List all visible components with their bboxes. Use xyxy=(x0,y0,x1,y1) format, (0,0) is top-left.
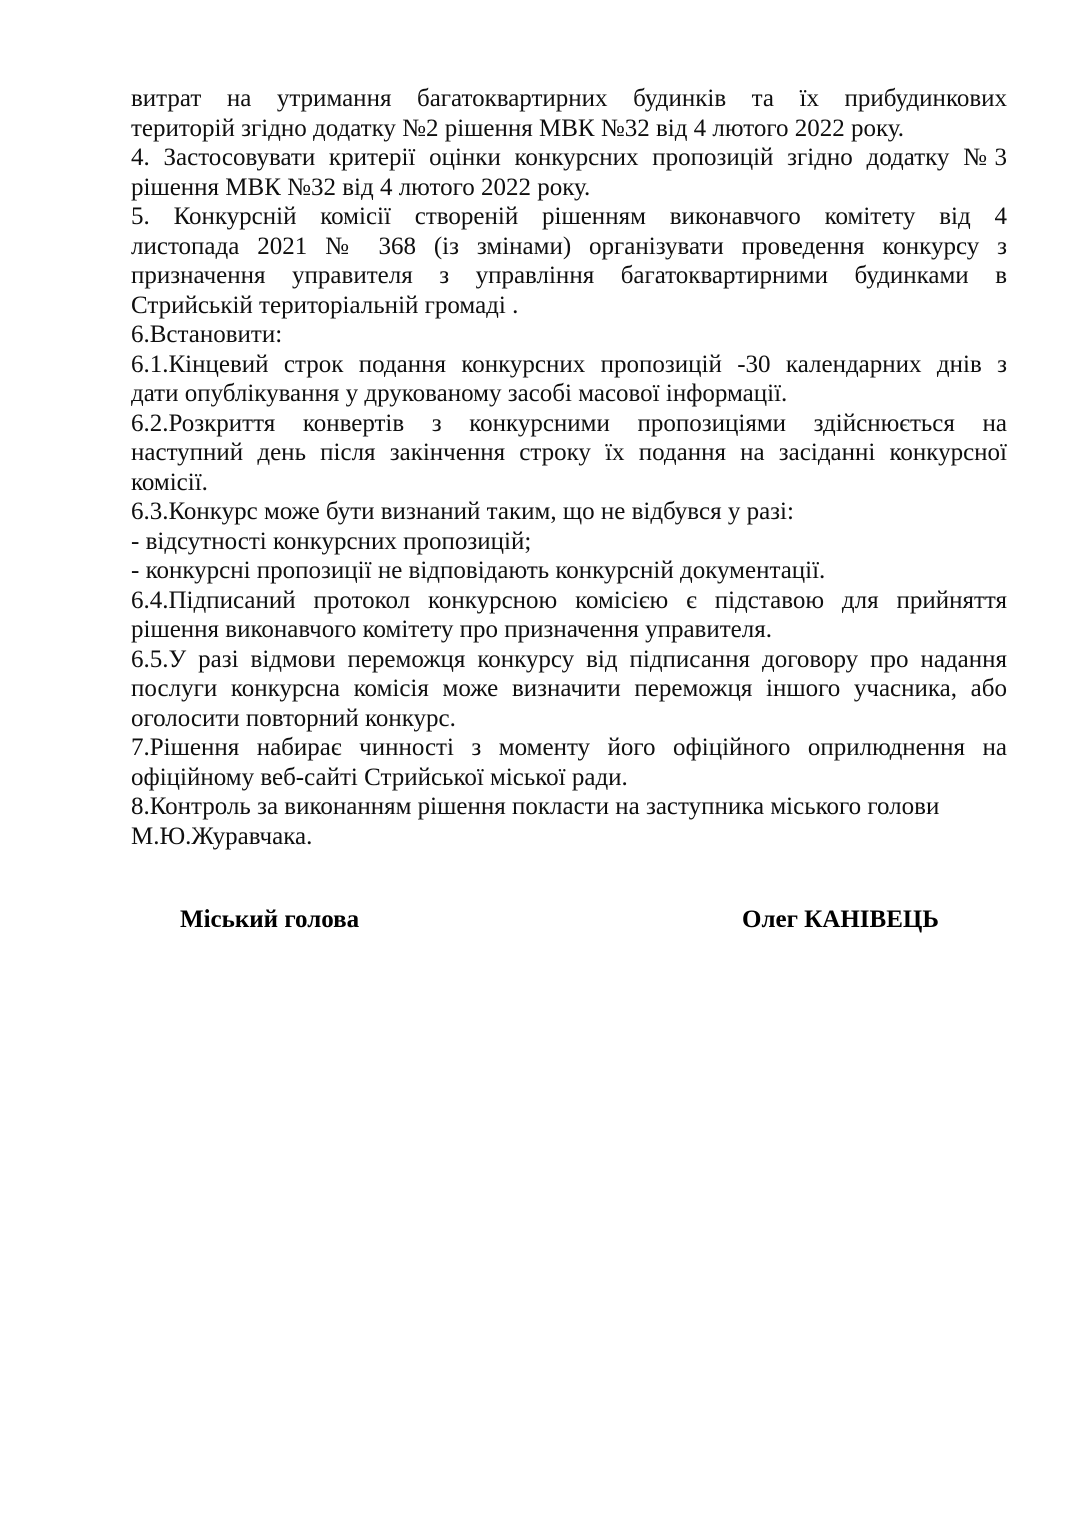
paragraph-item-4 xyxy=(131,143,1007,202)
paragraph-bullet-2 xyxy=(131,556,1007,586)
doc-line: - відсутності конкурсних пропозицій; xyxy=(131,527,532,555)
doc-line: призначення управителя з управління багатоквартирними будинками в xyxy=(131,262,1007,289)
paragraph-item-5 xyxy=(131,202,1007,320)
signature-block xyxy=(0,906,1087,938)
paragraph-continuation xyxy=(131,84,1007,143)
paragraph-item-6-4 xyxy=(131,586,1007,645)
paragraph-item-6-1 xyxy=(131,350,1007,409)
doc-line: рішення виконавчого комітету про призначення управителя. xyxy=(131,616,772,643)
doc-line: 6.3.Конкурс може бути визнаний таким, що не відбувся у разі: xyxy=(131,498,794,525)
doc-line: 6.1.Кінцевий строк подання конкурсних пропозицій -30 календарних днів з xyxy=(131,350,1007,378)
signature-name: Олег КАНІВЕЦЬ xyxy=(742,906,939,933)
document-body xyxy=(131,84,1007,851)
doc-line: 6.Встановити: xyxy=(131,321,283,348)
doc-line: послуги конкурсна комісія може визначити переможця іншого учасника, або xyxy=(131,675,1007,702)
doc-line: 6.4.Підписаний протокол конкурсною комісією є підставою для прийняття xyxy=(131,586,1007,614)
paragraph-item-7 xyxy=(131,733,1007,792)
doc-line: дати опублікування у друкованому засобі масової інформації. xyxy=(131,380,788,407)
paragraph-item-6 xyxy=(131,320,1007,350)
doc-line: 8.Контроль за виконанням рішення покласти на заступника міського голови xyxy=(131,793,940,820)
doc-line: рішення МВК №32 від 4 лютого 2022 року. xyxy=(131,173,591,201)
doc-line: комісії. xyxy=(131,468,208,496)
doc-line: М.Ю.Журавчака. xyxy=(131,822,313,850)
paragraph-item-8 xyxy=(131,792,1007,851)
doc-line: витрат на утримання багатоквартирних будинків та їх прибудинкових xyxy=(131,85,1007,112)
paragraph-item-6-2 xyxy=(131,409,1007,498)
doc-line: оголосити повторний конкурс. xyxy=(131,704,456,732)
doc-line: - конкурсні пропозиції не відповідають конкурсній документації. xyxy=(131,557,826,584)
paragraph-item-6-3 xyxy=(131,497,1007,527)
doc-line: 7.Рішення набирає чинності з моменту його офіційного оприлюднення на xyxy=(131,734,1007,761)
doc-line: 6.2.Розкриття конвертів з конкурсними пропозиціями здійснюється на xyxy=(131,409,1007,437)
signature-title: Міський голова xyxy=(180,906,360,933)
doc-line: листопада 2021 № 368 (із змінами) організувати проведення конкурсу з xyxy=(131,232,1007,260)
doc-line: наступний день після закінчення строку їх подання на засіданні конкурсної xyxy=(131,439,1007,466)
doc-line: 4. Застосовувати критерії оцінки конкурсних пропозицій згідно додатку №3 xyxy=(131,144,1007,171)
doc-line: Стрийській територіальній громаді . xyxy=(131,291,519,319)
doc-line: офіційному веб-сайті Стрийської міської ради. xyxy=(131,763,628,791)
doc-line: 5. Конкурсній комісії створеній рішенням виконавчого комітету від 4 xyxy=(131,203,1007,230)
doc-line: 6.5.У разі відмови переможця конкурсу від підписання договору про надання xyxy=(131,645,1007,673)
doc-line: територій згідно додатку №2 рішення МВК №32 від 4 лютого 2022 року. xyxy=(131,114,905,142)
paragraph-item-6-5 xyxy=(131,645,1007,734)
paragraph-bullet-1 xyxy=(131,527,1007,557)
